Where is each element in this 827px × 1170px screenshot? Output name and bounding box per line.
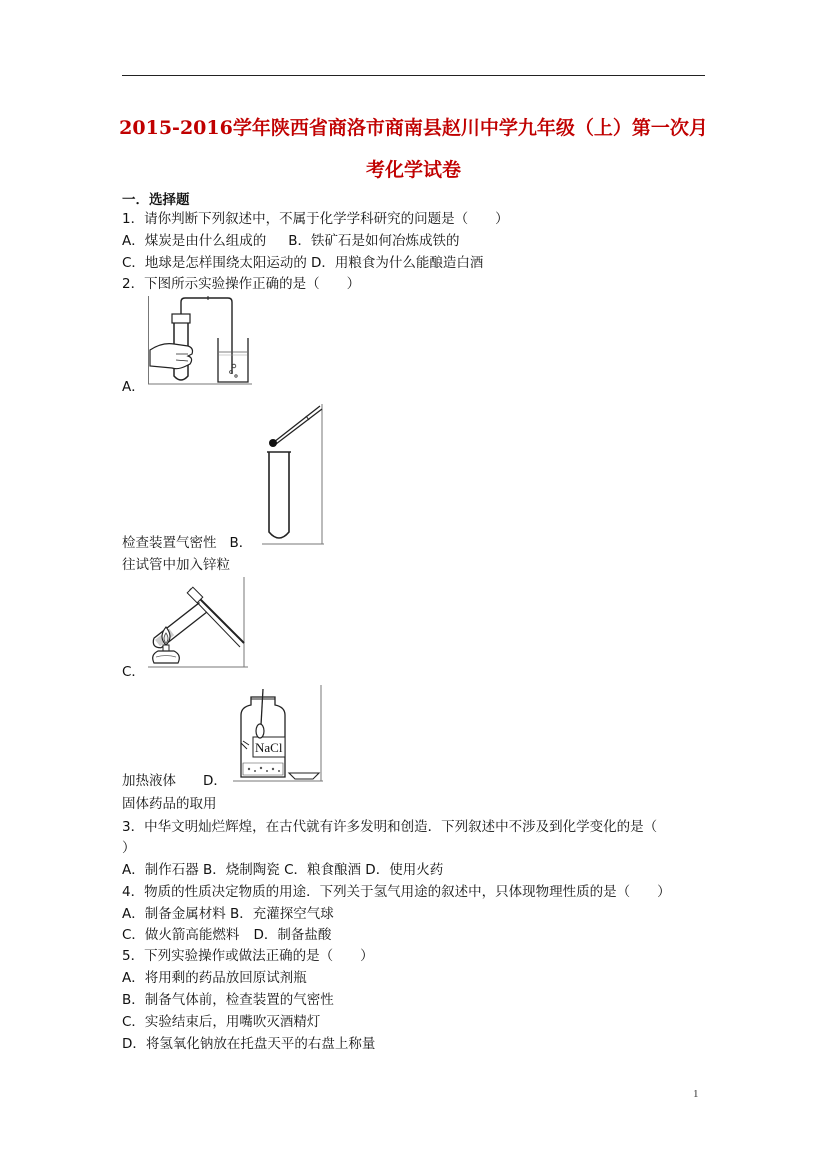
nacl-label: NaCl xyxy=(255,740,283,755)
q4-options-cd xyxy=(122,926,331,944)
q4-option-c: C．做火箭高能燃料 xyxy=(122,927,240,943)
figure-c-heating-liquid xyxy=(148,577,248,669)
q2-option-d-caption: 固体药品的取用 xyxy=(122,796,217,812)
section-heading: 一．选择题 xyxy=(122,192,190,208)
q4-option-d: D．制备盐酸 xyxy=(253,927,332,943)
q1-option-a: A．煤炭是由什么组成的 xyxy=(122,233,267,249)
q4-options-ab: A．制备金属材料 B．充灌探空气球 xyxy=(122,906,334,922)
q3-stem: 3．中华文明灿烂辉煌，在古代就有许多发明和创造．下列叙述中不涉及到化学变化的是（ xyxy=(122,819,658,835)
exam-title-line1: 2015-2016学年陕西省商洛市商南县赵川中学九年级（上）第一次月 xyxy=(119,117,708,139)
figure-a-airtightness-check xyxy=(148,296,252,386)
q2-stem: 2．下图所示实验操作正确的是（ ） xyxy=(122,276,361,292)
q2-option-c-caption-row xyxy=(122,772,227,790)
q5-option-b: B．制备气体前，检查装置的气密性 xyxy=(122,992,334,1008)
exam-title-line2: 考化学试卷 xyxy=(365,159,461,181)
q5-option-d: D．将氢氧化钠放在托盘天平的右盘上称量 xyxy=(122,1036,376,1052)
q2-option-a-caption-row xyxy=(122,534,252,552)
q2-option-c-label: C． xyxy=(122,664,145,680)
q5-stem: 5．下列实验操作或做法正确的是（ ） xyxy=(122,948,374,964)
q1-option-d: D．用粮食为什么能酿造白酒 xyxy=(310,255,484,271)
q2-option-b-caption: 往试管中加入锌粒 xyxy=(122,557,230,573)
figure-b-adding-zinc xyxy=(262,404,324,546)
q2-option-d-label: D． xyxy=(203,773,227,789)
q1-option-b: B．铁矿石是如何冶炼成铁的 xyxy=(288,233,460,249)
q1-options-row2 xyxy=(122,254,483,272)
q3-stem-end: ） xyxy=(122,840,136,856)
q1-option-c: C．地球是怎样围绕太阳运动的 xyxy=(122,255,307,271)
q4-stem: 4．物质的性质决定物质的用途．下列关于氢气用途的叙述中，只体现物理性质的是（ ） xyxy=(122,884,671,900)
page-number: 1 xyxy=(693,1088,699,1100)
header-rule xyxy=(122,75,705,76)
q5-option-a: A．将用剩的药品放回原试剂瓶 xyxy=(122,970,307,986)
q1-options-row1 xyxy=(122,232,460,250)
q2-option-b-label: B． xyxy=(229,535,253,551)
figure-d-solid-reagent xyxy=(233,685,323,783)
q5-option-c: C．实验结束后，用嘴吹灭酒精灯 xyxy=(122,1014,321,1030)
q2-option-a-caption: 检查装置气密性 xyxy=(122,535,217,551)
q1-stem: 1．请你判断下列叙述中，不属于化学学科研究的问题是（ ） xyxy=(122,211,509,227)
q2-option-a-label: A． xyxy=(122,379,145,395)
q3-options: A．制作石器 B．烧制陶瓷 C．粮食酿酒 D．使用火药 xyxy=(122,862,444,878)
q2-option-c-caption: 加热液体 xyxy=(122,773,176,789)
